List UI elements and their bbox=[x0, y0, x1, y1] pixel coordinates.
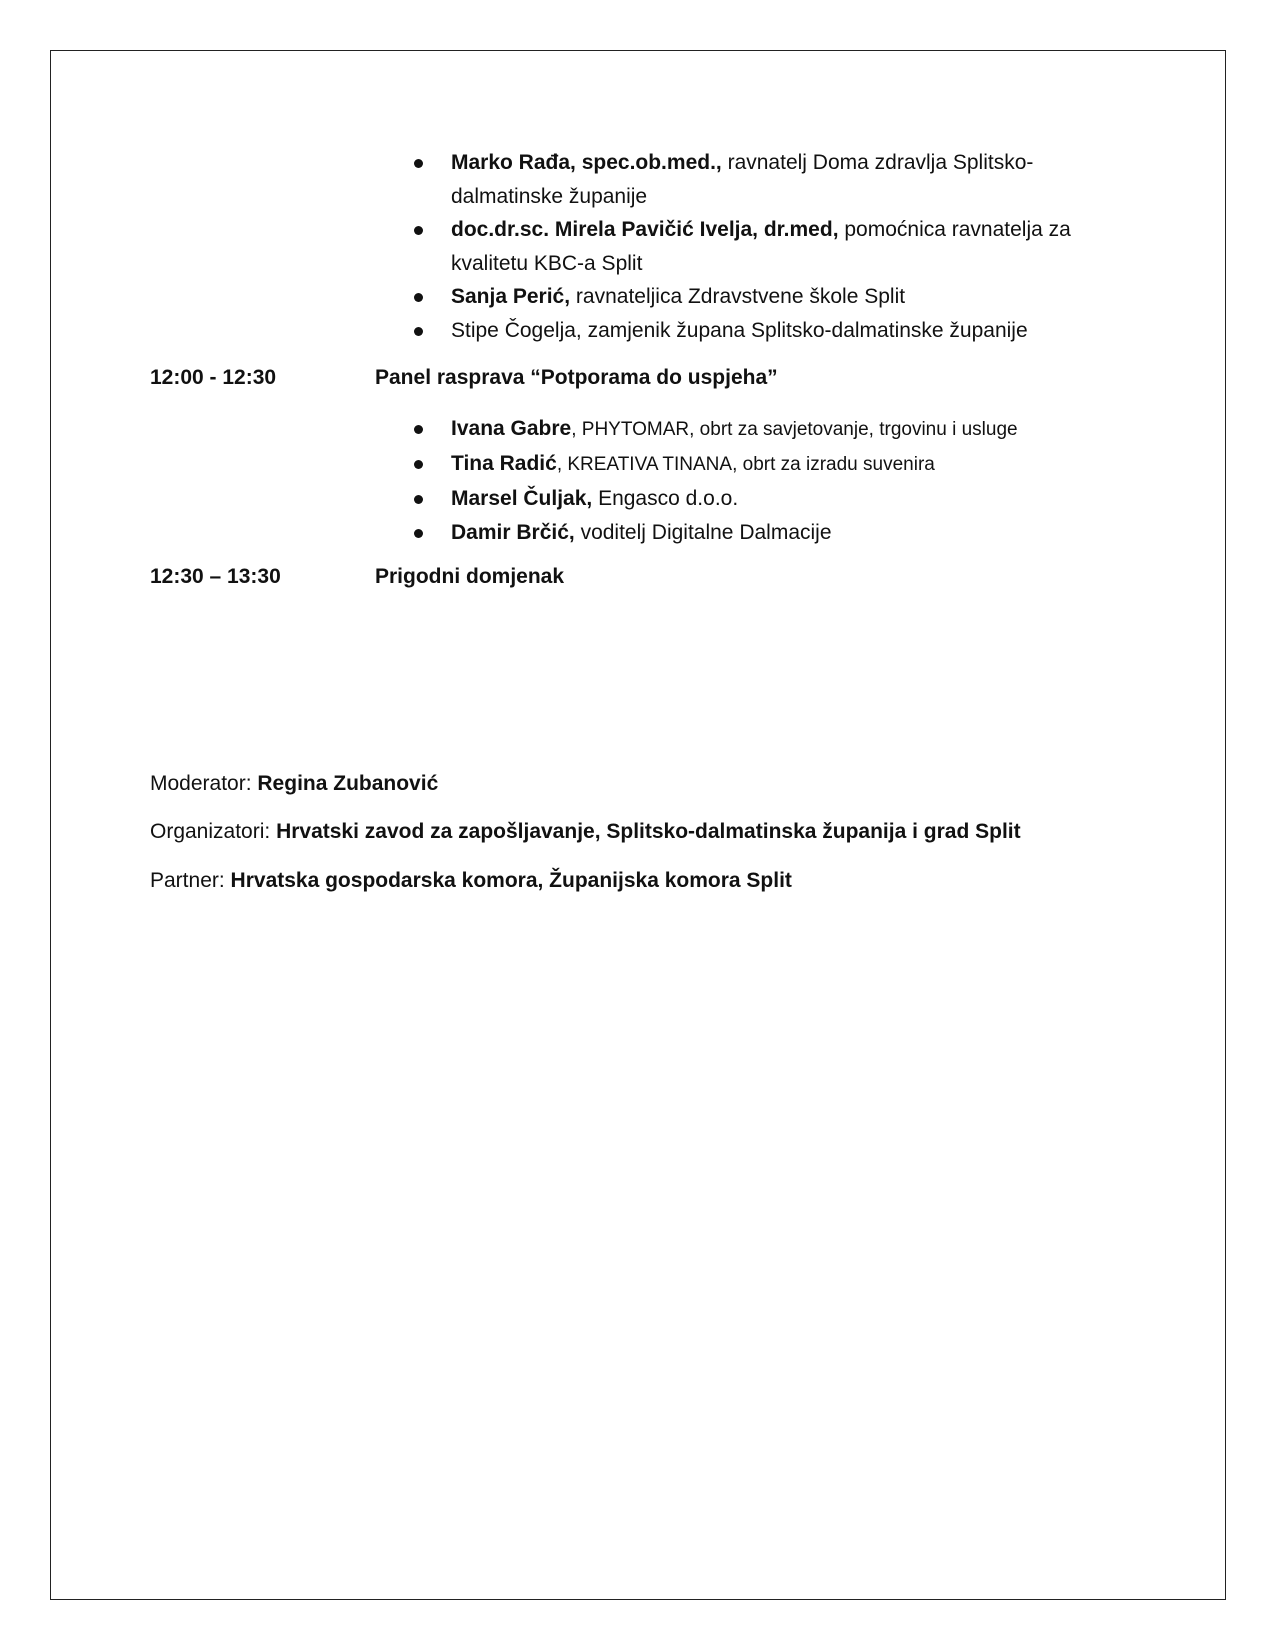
schedule-time: 12:00 - 12:30 bbox=[150, 366, 277, 389]
bullet-icon bbox=[414, 159, 423, 168]
bullet-icon bbox=[414, 460, 423, 469]
speaker-name: Marko Rađa, spec.ob.med., bbox=[451, 151, 722, 174]
panelist-role: Engasco d.o.o. bbox=[592, 487, 739, 510]
bullet-icon bbox=[414, 495, 423, 504]
speaker-role: Stipe Čogelja, zamjenik župana Splitsko-dalmatinske županije bbox=[451, 318, 1028, 342]
bullet-icon bbox=[414, 226, 423, 235]
speaker-role: pomoćnica ravnatelja za kvalitetu KBC-a Split bbox=[451, 218, 1071, 275]
organizers-label: Organizatori: bbox=[150, 820, 277, 843]
list-item bbox=[414, 412, 1134, 447]
list-item bbox=[414, 146, 1134, 213]
panel-list bbox=[414, 412, 1134, 550]
panelist-role: , PHYTOMAR, obrt za savjetovanje, trgovinu i usluge bbox=[571, 419, 1018, 440]
moderator-value: Regina Zubanović bbox=[257, 772, 439, 795]
speakers-list bbox=[414, 146, 1134, 347]
list-item bbox=[414, 516, 1134, 550]
partner-line bbox=[150, 867, 792, 895]
organizers-line bbox=[150, 818, 1021, 846]
bullet-icon bbox=[414, 425, 423, 434]
schedule-title: Panel rasprava “Potporama do uspjeha” bbox=[375, 366, 778, 389]
partner-label: Partner: bbox=[150, 869, 231, 892]
organizers-value: Hrvatski zavod za zapošljavanje, Splitsko-dalmatinska županija i grad Split bbox=[276, 820, 1021, 843]
list-item bbox=[414, 447, 1134, 482]
schedule-title: Prigodni domjenak bbox=[375, 565, 565, 588]
moderator-label: Moderator: bbox=[150, 772, 258, 795]
list-item bbox=[414, 280, 1134, 314]
panelist-name: Ivana Gabre bbox=[451, 417, 572, 440]
panelist-name: Damir Brčić, bbox=[451, 521, 575, 544]
speaker-name: Sanja Perić, bbox=[451, 285, 571, 308]
speaker-name: doc.dr.sc. Mirela Pavičić Ivelja, dr.med, bbox=[451, 218, 839, 241]
panelist-name: Marsel Čuljak, bbox=[451, 487, 593, 510]
panelist-role: , KREATIVA TINANA, obrt za izradu suvenira bbox=[556, 454, 935, 475]
list-item bbox=[414, 482, 1134, 516]
moderator-line bbox=[150, 770, 438, 798]
speaker-role: ravnatelj Doma zdravlja Splitsko-dalmatinske županije bbox=[451, 151, 1034, 208]
bullet-icon bbox=[414, 529, 423, 538]
partner-value: Hrvatska gospodarska komora, Županijska komora Split bbox=[230, 869, 792, 892]
schedule-time: 12:30 – 13:30 bbox=[150, 565, 281, 588]
panelist-name: Tina Radić bbox=[451, 452, 557, 475]
speaker-role: ravnateljica Zdravstvene škole Split bbox=[570, 285, 906, 308]
bullet-icon bbox=[414, 327, 423, 336]
panelist-role: voditelj Digitalne Dalmacije bbox=[574, 521, 832, 544]
list-item bbox=[414, 213, 1134, 280]
bullet-icon bbox=[414, 293, 423, 302]
list-item bbox=[414, 314, 1134, 348]
